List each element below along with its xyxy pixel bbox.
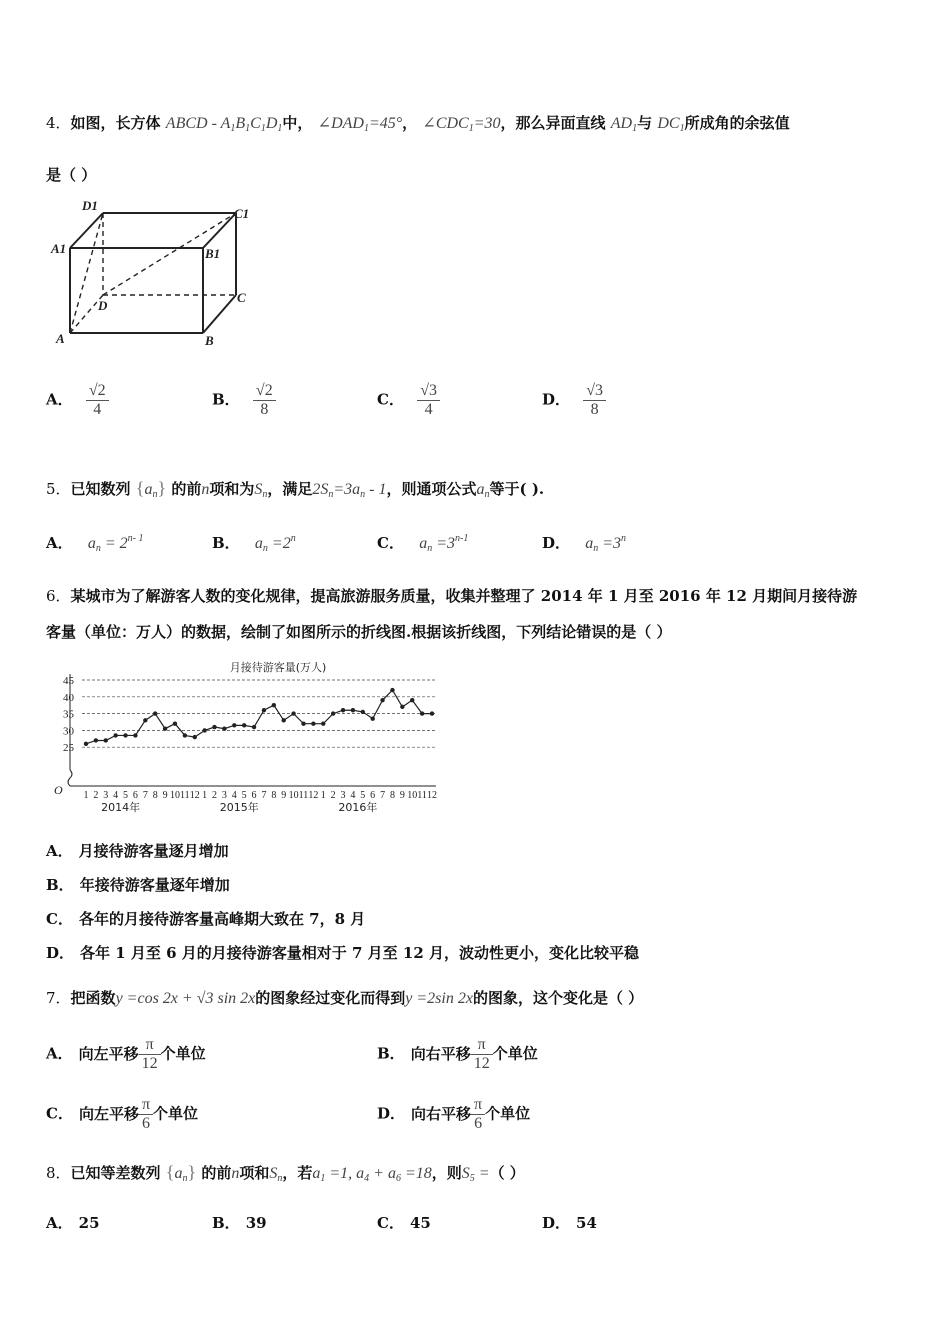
x-tick-label: 1 [202, 790, 208, 801]
data-point [410, 698, 414, 702]
data-point [232, 723, 236, 727]
label-d: D [98, 298, 108, 313]
data-point [351, 708, 355, 712]
data-point [331, 711, 335, 715]
x-tick-label: 3 [340, 790, 346, 801]
x-tick-label: 12 [308, 790, 319, 801]
data-point [133, 733, 137, 737]
q4-option-a[interactable]: A． $\frac{√2}{4}$ [46, 382, 109, 419]
q6-option-d[interactable]: D． 各年 1 月至 6 月的月接待游客量相对于 7 月至 12 月，波动性更小，变化比较平稳 [46, 944, 639, 962]
data-point [202, 728, 206, 732]
q7-func1: y =cos 2x + √3 sin 2x [115, 990, 256, 1007]
label-b1: B1 [205, 246, 221, 261]
x-tick-label: 2 [330, 790, 336, 801]
y-tick-label: 40 [63, 691, 74, 704]
x-tick-label: 1 [83, 790, 89, 801]
data-point [193, 735, 197, 739]
data-point [361, 710, 365, 714]
x-tick-label: 5 [123, 790, 129, 801]
data-point [272, 703, 276, 707]
q6-line1: 6．某城市为了解游客人数的变化规律，提高旅游服务质量，收集并整理了 2014 年 1 月至 2016 年 12 月期间月接待游 [46, 587, 858, 605]
x-tick-label: 12 [427, 790, 437, 801]
x-tick-label: 5 [360, 790, 366, 801]
label-b: B [205, 333, 214, 348]
origin-label: O [54, 783, 63, 797]
x-tick-label: 4 [350, 790, 356, 801]
data-point [183, 733, 187, 737]
y-tick-label: 25 [63, 742, 74, 755]
year-label: 2016年 [338, 801, 378, 814]
q8-option-b[interactable]: B． 39 [212, 1214, 267, 1232]
data-point [163, 727, 167, 731]
q5-option-a[interactable]: A． $a_n = 2^{n- 1}$ [46, 533, 144, 554]
data-point [153, 711, 157, 715]
axis-break [68, 770, 72, 786]
year-label: 2015年 [219, 801, 259, 814]
x-tick-label: 9 [162, 790, 168, 801]
q4-line-ad1: $AD_1$ [610, 115, 638, 134]
q4-line1: 4．如图，长方体 ABCD - $A_1B_1C_1D_1$中， $\angle DAD_1=45^\circ$， $\angle CDC_1=30$，那么异面直线 $AD_1$与 $DC_1$所成角的余弦值 [46, 114, 790, 134]
x-tick-label: 3 [221, 790, 227, 801]
q7-option-a[interactable]: A． 向左平移 $\frac{\pi}{12}$ 个单位 [46, 1036, 206, 1072]
label-d1: D1 [82, 198, 98, 213]
data-point [420, 711, 424, 715]
x-tick-label: 8 [271, 790, 277, 801]
x-tick-label: 4 [231, 790, 237, 801]
q7-func2: y =2sin 2x [405, 990, 473, 1007]
q6-option-c[interactable]: C． 各年的月接待游客量高峰期大致在 7，8 月 [46, 910, 366, 928]
x-tick-label: 6 [251, 790, 257, 801]
x-tick-label: 11 [417, 790, 427, 801]
label-c: C [237, 290, 246, 305]
x-tick-label: 12 [189, 790, 200, 801]
data-point [143, 718, 147, 722]
x-tick-label: 2 [212, 790, 218, 801]
data-point [252, 725, 256, 729]
x-tick-label: 2 [93, 790, 99, 801]
q4-option-b[interactable]: B． $\frac{√2}{8}$ [212, 382, 276, 419]
q4-angle-cdc1: $\angle CDC_1=30$ [422, 115, 501, 134]
data-point [430, 711, 434, 715]
x-tick-label: 8 [152, 790, 158, 801]
q4-option-d[interactable]: D． $\frac{√3}{8}$ [542, 382, 606, 419]
q5-option-b[interactable]: B． $a_n =2^n$ [212, 533, 296, 554]
q6-option-a[interactable]: A． 月接待游客量逐月增加 [46, 842, 229, 860]
q7-option-b[interactable]: B． 向右平移 $\frac{\pi}{12}$ 个单位 [377, 1036, 538, 1072]
x-tick-label: 11 [180, 790, 190, 801]
x-tick-label: 6 [132, 790, 138, 801]
chart-title: 月接待游客量(万人) [229, 661, 327, 674]
x-tick-label: 9 [399, 790, 405, 801]
data-point [311, 721, 315, 725]
x-tick-label: 1 [320, 790, 326, 801]
q6-line2: 客量（单位：万人）的数据，绘制了如图所示的折线图.根据该折线图，下列结论错误的是（ ） [46, 623, 672, 641]
q7-option-c[interactable]: C． 向左平移 $\frac{\pi}{6}$ 个单位 [46, 1096, 199, 1132]
data-point [84, 742, 88, 746]
x-tick-label: 4 [113, 790, 119, 801]
x-tick-label: 3 [103, 790, 109, 801]
data-point [262, 708, 266, 712]
q8-option-c[interactable]: C． 45 [377, 1214, 431, 1232]
series-line [86, 690, 432, 744]
data-point [282, 718, 286, 722]
q7-option-d[interactable]: D． 向右平移 $\frac{\pi}{6}$ 个单位 [377, 1096, 531, 1132]
data-point [341, 708, 345, 712]
q8-line1: 8．已知等差数列 $\{a_n\}$ 的前n项和$S_n$，若$a_1 =1$, $a_4 + a_6 =18$，则$S_5$ =（ ） [46, 1162, 525, 1184]
x-tick-label: 9 [281, 790, 287, 801]
data-point [173, 721, 177, 725]
q4-math-box: ABCD - $A_1B_1C_1D_1$ [165, 115, 283, 134]
line-chart [48, 655, 448, 814]
data-point [380, 698, 384, 702]
x-tick-label: 5 [241, 790, 247, 801]
x-tick-label: 7 [380, 790, 386, 801]
data-point [222, 727, 226, 731]
label-c1: C1 [234, 206, 250, 221]
y-tick-label: 35 [63, 708, 74, 721]
q5-option-c[interactable]: C． $a_n =3^{n-1}$ [377, 533, 469, 554]
q4-angle-dad1: $\angle DAD_1=45^\circ$ [317, 115, 403, 134]
data-point [212, 725, 216, 729]
data-point [123, 733, 127, 737]
q8-option-d[interactable]: D． 54 [542, 1214, 597, 1232]
data-point [321, 721, 325, 725]
q7-line1: 7．把函数y =cos 2x + √3 sin 2x的图象经过变化而得到y =2sin 2x的图象，这个变化是（ ） [46, 989, 644, 1007]
q4-number: 4． [46, 114, 71, 132]
year-label: 2014年 [101, 801, 141, 814]
x-tick-label: 11 [298, 790, 309, 801]
x-tick-label: 10 [169, 790, 180, 801]
q8-option-a[interactable]: A． 25 [46, 1214, 100, 1232]
q5-line1: 5．已知数列 $\{a_n\}$ 的前n项和为$S_n$，满足$2S_n=3a_n - 1$，则通项公式$a_n$等于( ). [46, 478, 545, 500]
data-point [370, 716, 374, 720]
data-point [291, 711, 295, 715]
data-point [400, 705, 404, 709]
q6-option-b[interactable]: B． 年接待游客量逐年增加 [46, 876, 230, 894]
x-tick-label: 6 [370, 790, 376, 801]
data-point [242, 723, 246, 727]
y-tick-label: 45 [63, 675, 74, 687]
q4-line-dc1: $DC_1$ [657, 115, 685, 134]
x-tick-label: 8 [389, 790, 395, 801]
data-point [113, 733, 117, 737]
q4-option-c[interactable]: C． $\frac{√3}{4}$ [377, 382, 440, 419]
x-tick-label: 10 [407, 790, 418, 801]
data-point [301, 721, 305, 725]
data-point [94, 738, 98, 742]
x-tick-label: 7 [261, 790, 267, 801]
x-tick-label: 10 [288, 790, 299, 801]
data-point [390, 688, 394, 692]
q5-option-d[interactable]: D． $a_n =3^n$ [542, 533, 627, 554]
cuboid-figure [48, 198, 258, 348]
label-a: A [56, 331, 65, 346]
data-point [104, 738, 108, 742]
x-tick-label: 7 [142, 790, 148, 801]
label-a1: A1 [51, 241, 67, 256]
y-tick-label: 30 [63, 725, 74, 738]
q4-line2: 是（ ） [46, 166, 97, 184]
